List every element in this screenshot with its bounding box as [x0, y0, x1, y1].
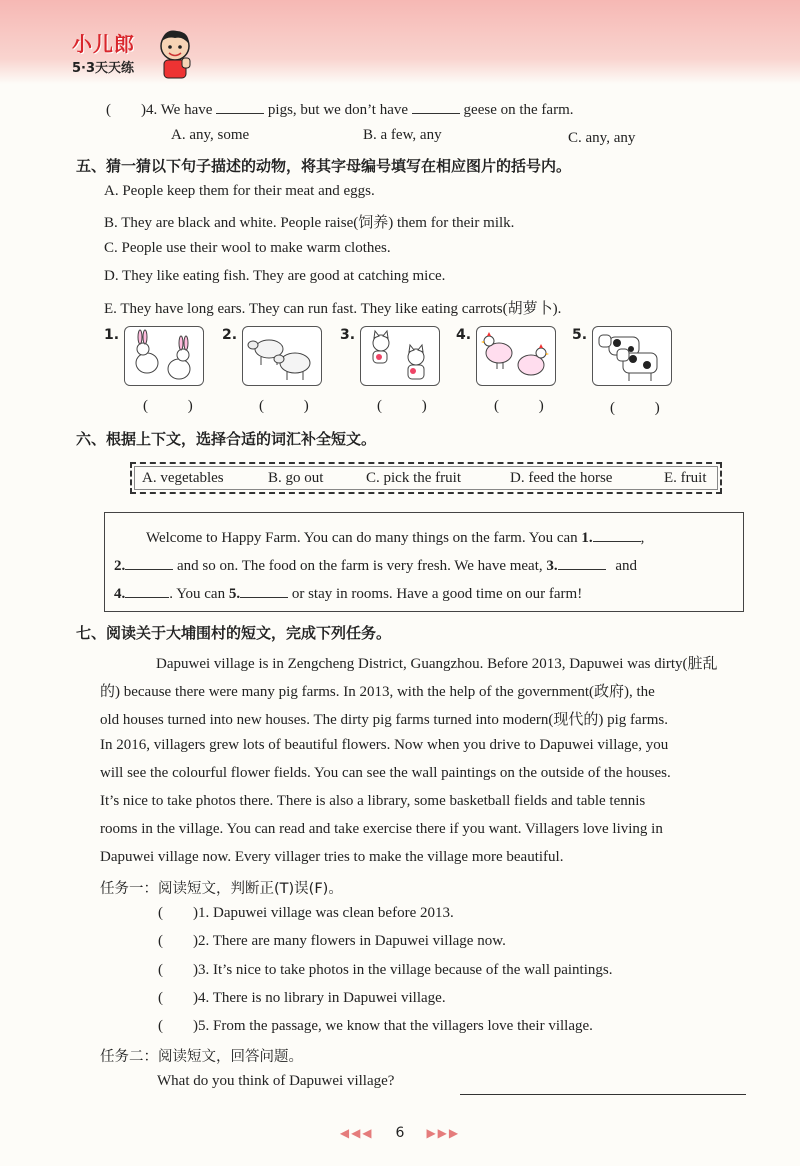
word-option: E. fruit: [664, 470, 707, 486]
passage-line: old houses turned into new houses. The dirty pig farms turned into modern(现代的) pig farms.: [100, 712, 668, 728]
answer-blank[interactable]: [240, 583, 288, 598]
task1-title: 任务一：阅读短文，判断正(T)误(F)。: [100, 881, 343, 897]
answer-blank[interactable]: [125, 583, 169, 598]
passage-line: rooms in the village. You can read and take exercise there if you want. Villagers love living in: [100, 821, 663, 837]
answer-blank[interactable]: [216, 99, 264, 114]
answer-blank[interactable]: [558, 555, 606, 570]
answer-blank[interactable]: [593, 527, 641, 542]
series-name: 5·3天天练: [72, 61, 135, 76]
tf-item: ( )5. From the passage, we know that the villagers love their village.: [158, 1018, 593, 1034]
section6-title: 六、根据上下文，选择合适的词汇补全短文。: [76, 430, 377, 448]
picture-hen: [476, 326, 556, 386]
page-footer: [0, 1124, 800, 1142]
brand-logo: [72, 28, 135, 76]
passage-line: In 2016, villagers grew lots of beautiful flowers. Now when you drive to Dapuwei village, you: [100, 737, 669, 753]
sentence-a: A. People keep them for their meat and eggs.: [104, 183, 375, 199]
sheep-icon: [243, 327, 321, 385]
passage-line: It’s nice to take photos there. There is also a library, some basketball fields and table tennis: [100, 793, 646, 809]
word-option: B. go out: [268, 470, 324, 486]
picture-sheep: [242, 326, 322, 386]
answer-paren[interactable]: ( ): [143, 398, 211, 414]
sentence-c: C. People use their wool to make warm clothes.: [104, 240, 391, 256]
cat-icon: [361, 327, 439, 385]
picture-number: 2.: [222, 327, 238, 343]
section7-title: 七、阅读关于大埔围村的短文，完成下列任务。: [76, 624, 392, 642]
brand-name: 小儿郎: [72, 32, 135, 56]
sentence-e: E. They have long ears. They can run fast. They like eating carrots(胡萝卜).: [104, 301, 562, 317]
picture-number: 5.: [572, 327, 588, 343]
q4-stem: ( )4. We have pigs, but we don’t have geese on the farm.: [106, 99, 574, 119]
answer-blank[interactable]: [125, 555, 173, 570]
tf-item: ( )2. There are many flowers in Dapuwei village now.: [158, 933, 506, 949]
picture-number: 3.: [340, 327, 356, 343]
section5-title: 五、猜一猜以下句子描述的动物，将其字母编号填写在相应图片的括号内。: [76, 157, 572, 175]
cloze-line-3: 4. . You can 5. or stay in rooms. Have a good time on our farm!: [114, 583, 582, 603]
passage-line: Dapuwei village is in Zengcheng District, Guangzhou. Before 2013, Dapuwei was dirty(脏乱: [156, 656, 718, 672]
rabbit-icon: [125, 327, 203, 385]
task2-question: What do you think of Dapuwei village?: [157, 1073, 395, 1089]
picture-number: 4.: [456, 327, 472, 343]
prev-arrows-icon: ◀◀◀: [339, 1126, 374, 1140]
sentence-b: B. They are black and white. People raise(饲养) them for their milk.: [104, 215, 515, 231]
passage-line: will see the colourful flower fields. You can see the wall paintings on the outside of the houses.: [100, 765, 671, 781]
hen-icon: [477, 327, 555, 385]
word-option: C. pick the fruit: [366, 470, 461, 486]
word-option: D. feed the horse: [510, 470, 613, 486]
mascot-icon: [155, 28, 195, 80]
word-bank: [130, 462, 722, 494]
answer-blank[interactable]: [412, 99, 460, 114]
answer-line[interactable]: [460, 1094, 746, 1095]
passage-line: Dapuwei village now. Every villager tries to make the village more beautiful.: [100, 849, 564, 865]
answer-paren[interactable]: ( ): [494, 398, 562, 414]
passage-line: 的) because there were many pig farms. In 2013, with the help of the government(政府), the: [100, 684, 655, 700]
answer-paren[interactable]: ( ): [610, 400, 678, 416]
word-option: A. vegetables: [142, 470, 224, 486]
picture-rabbit: [124, 326, 204, 386]
tf-item: ( )4. There is no library in Dapuwei village.: [158, 990, 446, 1006]
picture-number: 1.: [104, 327, 120, 343]
tf-item: ( )3. It’s nice to take photos in the village because of the wall paintings.: [158, 962, 613, 978]
next-arrows-icon: ▶▶▶: [426, 1126, 461, 1140]
q4-option-c: C. any, any: [568, 130, 636, 146]
cloze-line-1: Welcome to Happy Farm. You can do many things on the farm. You can 1. ,: [146, 527, 644, 547]
sentence-d: D. They like eating fish. They are good at catching mice.: [104, 268, 446, 284]
cloze-line-2: 2. and so on. The food on the farm is very fresh. We have meat, 3. and: [114, 555, 637, 575]
picture-cow: [592, 326, 672, 386]
q4-option-b: B. a few, any: [363, 127, 442, 143]
page-number: 6: [395, 1125, 405, 1141]
task2-title: 任务二：阅读短文，回答问题。: [100, 1049, 303, 1065]
answer-paren[interactable]: ( ): [259, 398, 327, 414]
tf-item: ( )1. Dapuwei village was clean before 2013.: [158, 905, 454, 921]
q4-option-a: A. any, some: [171, 127, 250, 143]
cow-icon: [593, 327, 671, 385]
answer-paren[interactable]: ( ): [377, 398, 445, 414]
picture-cat: [360, 326, 440, 386]
